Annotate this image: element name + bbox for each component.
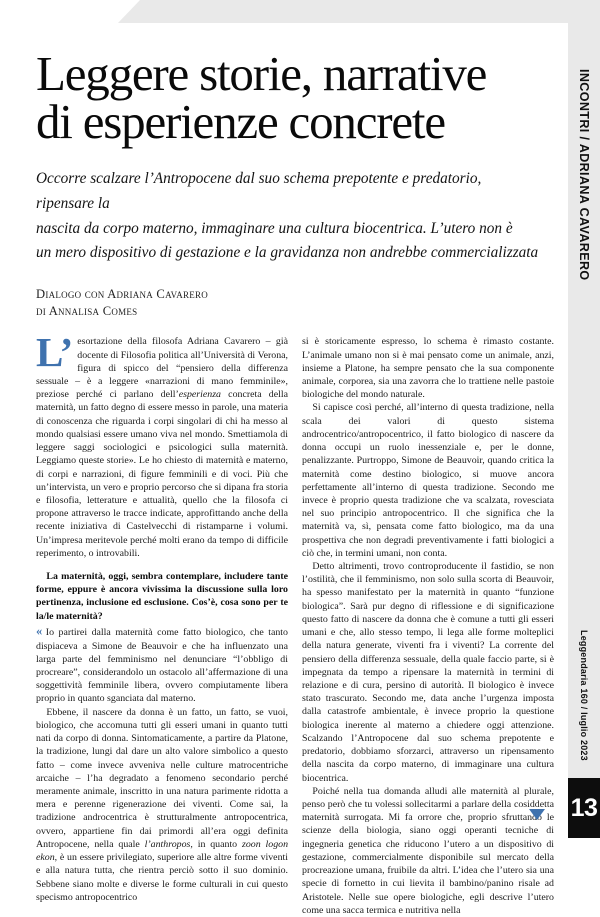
answer-text-1: Io partirei dalla maternità come fatto biologico, che tanto dispiaceva a Simone de Beauvoir e che ha influenzato una larga parte del femminismo nel denunciare “l’obbligo di procreare”, considerandolo un ostacolo all’affermazione di una soggettività femminile libera, ovvero compiutamente libera proprio in quanto sganciata dal materno. [36, 626, 288, 705]
byline-interviewee: Dialogo con Adriana Cavarero [36, 287, 209, 302]
interview-question: La maternità, oggi, sembra contemplare, includere tante forme, eppure è ancora vivissima la discussione sulla loro pertinenza, inclusione ed esclusione. Cos’è, cosa sono per te la/le maternità? [36, 571, 288, 622]
quote-open-icon: « [36, 623, 42, 638]
byline-author: di Annalisa Comes [36, 303, 138, 318]
page-title [36, 0, 554, 149]
intro-emphasis: esperienza [178, 389, 221, 401]
continuation-arrow-icon [529, 809, 545, 820]
interview-answer-2 [36, 706, 288, 904]
standfirst-line-2: nascita da corpo materno, immaginare una cultura biocentrica. L’utero non è [36, 219, 513, 237]
section-running-head: INCONTRI / ADRIANA CAVARERO [577, 69, 591, 281]
intro-text: esortazione della filosofa Adriana Cavarero – già docente di Filosofia politica all’Università di Verona, figura di spicco del “pensiero della differenza sessuale – è a leggere «narrazioni di mano femminile», preziose perché ci parlano dell’ [36, 336, 288, 401]
byline [36, 286, 554, 319]
column-left [36, 329, 289, 904]
answer-text-2a: Ebbene, il nascere da donna è un fatto, un fatto, se vuoi, biologico, che accomuna tutti gli esseri umani in quanto tutti nati da corpo di donna. Sintomaticamente, a partire da Platone, la tradizione, lungi dal dare un alto valore simbolico a questo fatto – come invece avveniva nelle culture matrocentriche arcaiche – l’ha degradato a fenomeno secondario perché meramente animale, inscritto in una natura parimente ridotta a mera e perenne rigenerazione dei viventi. Come sai, la tradizione androcentrica è strutturalmente antropocentrica, ovvero, appartiene fin dai primordi all’era oggi definita Antropocene, nella quale [36, 706, 288, 850]
standfirst [36, 167, 542, 266]
answer-emphasis-1: l’anthropos [144, 838, 191, 850]
drop-cap: L’ [36, 329, 74, 376]
intro-paragraph [36, 329, 288, 560]
answer-text-2b: , in quanto [190, 838, 242, 850]
body-paragraph-2: Si capisce così perché, all’interno di questa tradizione, nella scala dei valori di questo sistema androcentrico/antropocentrico, il fatto biologico di nascere da donna occupi un ruolo inessenziale e, per le donne, penalizzante. Purtroppo, Simone de Beauvoir, quando critica la maternità come destino biologico, si muove ancora perfettamente all’interno di questa tradizione. Secondo me invece è proprio questa tradizione che va scalzata, rovesciata nel suo principio antropocentrico. Il che significa che la maternità va, sì, pensata come fatto biologico, ma da una prospettiva che non degradi preventivamente i fatti biologici a ciò che, in termini umani, non conta. [302, 402, 554, 559]
issue-running-head: Leggendaria 160 / luglio 2023 [579, 629, 589, 761]
body-paragraph-4: Poiché nella tua domanda alludi alle maternità al plurale, penso però che tu volessi sollecitarmi a parlare della cosiddetta maternità surrogata. Mi fa orrore che, proprio sfruttando le scienze della biologia, siano oggi operanti tecniche di ingegneria genetica che riducono l’utero a un dispositivo di gestazione, commercialmente disponibile sul mercato della procreazione umana, fruibile da altri. L’idea che l’utero sia una specie di fornetto in cui lievita il bambino/panino risale ad Aristotele. Nelle sue opere biologiche, egli descrive l’utero come una sacca termica e nutritiva nella [302, 785, 554, 916]
column-right [302, 335, 554, 917]
standfirst-line-1: Occorre scalzare l’Antropocene dal suo schema prepotente e predatorio, ripensare la [36, 170, 482, 212]
body-paragraph-3: Detto altrimenti, trovo controproducente il fastidio, se non l’ostilità, che il femminismo, non solo sulla scorta di Beauvoir, ha spesso manifestato per la maternità in quanto “funzione biologica”. Sarà pur degno di riflessione e di significazione questo fatto di nascere da donna che è comune a tutti gli esseri umani e che, allo stesso tempo, li lega alle forme molteplici della natura generate, viventi fra i viventi? La corrente del pensiero della differenza sessuale, della quale faccio parte, si è impegnata da tempo a ripensare la maternità in termini di relazione e di cura, persino di autorità. Il biologico è invece stato trascurato. Secondo me, data anche l’urgenza imposta dalla catastrofe ambientale, è invece proprio la questione biologica inerente al materno a chiedere oggi attenzione. Scalzando l’Antropocene dal suo schema prepotente e predatorio, dobbiamo sforzarci, attraverso un ripensamento della nascita da corpo materno, di immaginare una cultura biocentrica. [302, 561, 554, 784]
body-paragraph-1: si è storicamente espresso, lo schema è rimasto costante. L’animale umano non si è mai pensato come un animale, anzi, insieme a Platone, ha sempre pensato che la sua componente animale, corporea, sia una zavorra che lo trattiene nelle pastoie biologiche del mondo naturale. [302, 336, 554, 401]
article-content [36, 0, 554, 917]
interview-answer-1 [36, 623, 288, 706]
intro-text-rest: concreta della maternità, un fatto degno di essere messo in parole, una materia di conoscenza che riguarda i corpi singolari di chi ha messo al mondo qualsiasi essere umano viva nel mondo. Smettiamola di leggere saggi sociologici e psicologici sulla maternità. Leggiamo queste storie». Le ho chiesto di maternità e materno, di corpi e narrazioni, di figure femminili e di voci. Più che un’intervista, un vero e proprio percorso che si dipana fra storia e filosofia, letterature e attualità, quello che la filosofa ci propone attraverso le tracce indicate, approfittando anche della recente iniziativa di Castelvecchi di ristamparne i volumi. Un’impresa meritevole perché molti erano da tempo di difficile reperimento, o introvabili. [36, 389, 288, 559]
page-number: 13 [568, 778, 600, 838]
standfirst-line-3: un mero dispositivo di gestazione e la gravidanza non andrebbe commercializzata [36, 244, 539, 262]
article-columns [36, 329, 554, 917]
answer-emphasis-2: zoon logon ekon [36, 838, 289, 864]
headline-line-2: di esperienze concrete [36, 93, 445, 149]
answer-text-2c: , è un essere privilegiato, superiore alle altre forme viventi e alla natura tutta, che rientra perciò sotto il suo dominio. Sebbene siano molte e diverse le forme culturali in cui questo specismo antropocentrico [36, 852, 288, 903]
headline-line-1: Leggere storie, narrative [36, 46, 487, 101]
